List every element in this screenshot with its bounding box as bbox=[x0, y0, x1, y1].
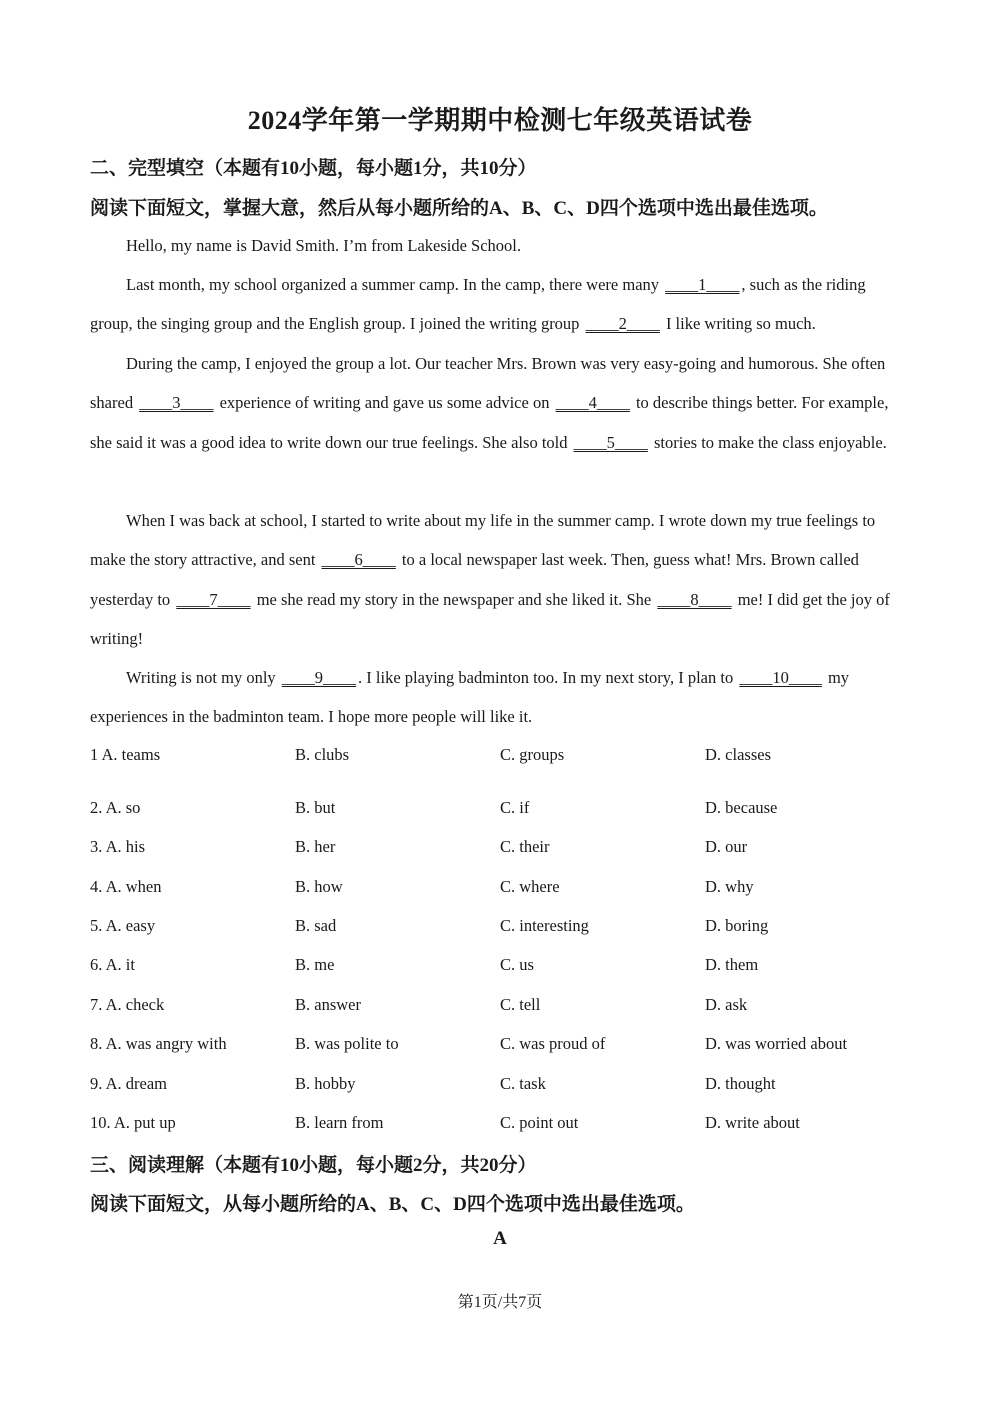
option-c: C. was proud of bbox=[500, 1034, 606, 1053]
option-c: C. us bbox=[500, 955, 534, 974]
paragraph-text: Writing is not my only bbox=[126, 668, 280, 687]
question-row bbox=[90, 995, 920, 1025]
option-b: B. hobby bbox=[295, 1074, 356, 1093]
option-b: B. clubs bbox=[295, 745, 350, 764]
question-row bbox=[90, 745, 920, 775]
option-d: D. them bbox=[705, 955, 759, 974]
paragraph-text: . I like playing badminton too. In my next story, I plan to bbox=[358, 668, 738, 687]
question-row bbox=[90, 916, 920, 946]
option-a: 7. A. check bbox=[90, 995, 165, 1014]
option-b: B. learn from bbox=[295, 1113, 384, 1132]
option-c: C. interesting bbox=[500, 916, 589, 935]
passage-paragraph-3 bbox=[90, 344, 912, 462]
paragraph-text: During the camp, I enjoyed the group a lot. Our teacher Mrs. Brown was very easy-going and humorous. She often shared bbox=[90, 354, 886, 413]
option-c: C. their bbox=[500, 837, 550, 856]
passage-paragraph-1 bbox=[90, 226, 912, 265]
option-d: D. ask bbox=[705, 995, 748, 1014]
option-c: C. if bbox=[500, 798, 530, 817]
blank-6: ____6____ bbox=[321, 550, 396, 570]
paragraph-text: I like writing so much. bbox=[661, 314, 816, 334]
option-b: B. but bbox=[295, 798, 336, 817]
paragraph-text: stories to make the class enjoyable. bbox=[649, 432, 887, 452]
option-a: 8. A. was angry with bbox=[90, 1034, 227, 1053]
option-a: 9. A. dream bbox=[90, 1074, 167, 1093]
option-c: C. point out bbox=[500, 1113, 579, 1132]
option-b: B. her bbox=[295, 837, 336, 856]
option-d: D. our bbox=[705, 837, 748, 856]
question-row bbox=[90, 837, 920, 867]
option-a: 5. A. easy bbox=[90, 916, 156, 935]
blank-7: ____7____ bbox=[176, 589, 251, 609]
option-c: C. where bbox=[500, 877, 560, 896]
option-b: B. was polite to bbox=[295, 1034, 399, 1053]
section3-instruction: 阅读下面短文，从每小题所给的A、B、C、D四个选项中选出最佳选项。 bbox=[90, 1194, 695, 1215]
option-b: B. how bbox=[295, 877, 343, 896]
section2-instruction: 阅读下面短文，掌握大意，然后从每小题所给的A、B、C、D四个选项中选出最佳选项。 bbox=[90, 198, 828, 219]
paragraph-text: Hello, my name is David Smith. I’m from Lakeside School. bbox=[126, 236, 522, 255]
question-row bbox=[90, 1074, 920, 1104]
paragraph-text: , such as the riding group, the singing group and the English group. I joined the writing group bbox=[90, 275, 866, 334]
option-a: 6. A. it bbox=[90, 955, 135, 974]
reading-part-label: A bbox=[493, 1228, 507, 1249]
passage-paragraph-4 bbox=[90, 501, 912, 658]
paragraph-text: my experiences in the badminton team. I hope more people will like it. bbox=[90, 668, 850, 727]
option-d: D. why bbox=[705, 877, 754, 896]
blank-9: ____9____ bbox=[281, 668, 357, 687]
option-b: B. me bbox=[295, 955, 335, 974]
question-row bbox=[90, 1034, 920, 1064]
option-d: D. because bbox=[705, 798, 778, 817]
section2-heading: 二、完型填空（本题有10小题，每小题1分，共10分） bbox=[90, 158, 537, 179]
option-a: 10. A. put up bbox=[90, 1113, 176, 1132]
blank-5: ____5____ bbox=[573, 432, 648, 452]
blank-10: ____10____ bbox=[739, 668, 822, 687]
question-row bbox=[90, 955, 920, 985]
paragraph-text: me! I did get the joy of writing! bbox=[90, 589, 890, 648]
passage-paragraph-5 bbox=[90, 658, 912, 737]
paragraph-text: experience of writing and gave us some advice on bbox=[215, 393, 554, 413]
section3-heading: 三、阅读理解（本题有10小题，每小题2分，共20分） bbox=[90, 1155, 537, 1176]
option-d: D. was worried about bbox=[705, 1034, 848, 1053]
option-a: 3. A. his bbox=[90, 837, 146, 856]
paragraph-text: to describe things better. For example, she said it was a good idea to write down our true feelings. She also told bbox=[90, 393, 889, 452]
paragraph-text: When I was back at school, I started to write about my life in the summer camp. I wrote down my true feelings to make the story attractive, and sent bbox=[90, 511, 876, 570]
option-a: 4. A. when bbox=[90, 877, 162, 896]
passage-paragraph-2 bbox=[90, 265, 912, 344]
option-c: C. groups bbox=[500, 745, 565, 764]
option-b: B. answer bbox=[295, 995, 361, 1014]
option-c: C. tell bbox=[500, 995, 541, 1014]
page-footer: 第1页/共7页 bbox=[457, 1294, 543, 1311]
paragraph-text: Last month, my school organized a summer camp. In the camp, there were many bbox=[126, 275, 664, 294]
option-d: D. write about bbox=[705, 1113, 800, 1132]
blank-4: ____4____ bbox=[555, 393, 630, 413]
paragraph-text: to a local newspaper last week. Then, guess what! Mrs. Brown called yesterday to bbox=[90, 550, 859, 609]
option-a: 2. A. so bbox=[90, 798, 141, 817]
page-title: 2024学年第一学期期中检测七年级英语试卷 bbox=[247, 106, 753, 135]
blank-8: ____8____ bbox=[657, 589, 732, 609]
option-a: 1 A. teams bbox=[90, 745, 161, 764]
question-row bbox=[90, 798, 920, 828]
option-c: C. task bbox=[500, 1074, 546, 1093]
question-row bbox=[90, 877, 920, 907]
paragraph-text: me she read my story in the newspaper and she liked it. She bbox=[252, 589, 656, 609]
question-row bbox=[90, 1113, 920, 1143]
option-d: D. classes bbox=[705, 745, 771, 764]
option-d: D. boring bbox=[705, 916, 769, 935]
option-b: B. sad bbox=[295, 916, 337, 935]
blank-3: ____3____ bbox=[139, 393, 214, 413]
blank-1: ____1____ bbox=[665, 275, 740, 294]
option-d: D. thought bbox=[705, 1074, 776, 1093]
blank-2: ____2____ bbox=[585, 314, 660, 334]
